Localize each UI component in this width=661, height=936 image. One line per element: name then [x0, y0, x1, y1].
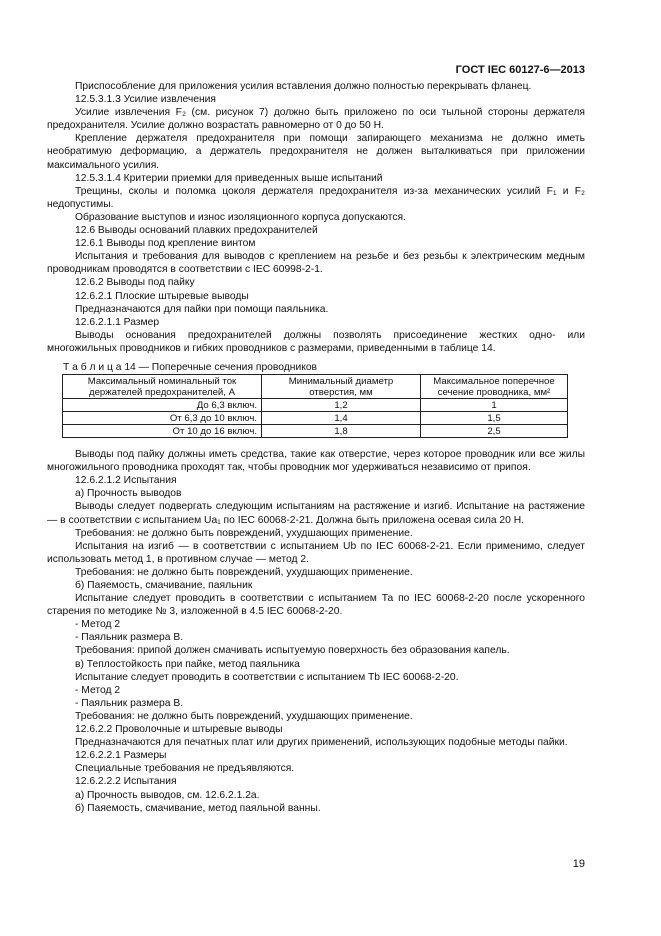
table-cell: 1,4	[262, 412, 421, 425]
document-header: ГОСТ IEC 60127-6—2013	[455, 64, 585, 76]
paragraph: 12.6.2.1.1 Размер	[75, 316, 160, 328]
paragraph: а) Прочность выводов	[75, 488, 182, 500]
paragraph: Предназначаются для печатных плат или других применений, использующих подобные методы пайки.	[75, 737, 568, 749]
paragraph: 12.6.2.2 Проволочные и штыревые выводы	[75, 724, 283, 736]
spacer	[47, 438, 585, 448]
paragraph: 12.5.3.1.3 Усилие извлечения	[75, 94, 216, 106]
paragraph: - Паяльник размера В.	[75, 697, 184, 709]
paragraph: а) Прочность выводов, см. 12.6.2.1.2а.	[75, 789, 260, 801]
paragraph: Требования: припой должен смачивать испытуемую поверхность без образования капель.	[75, 645, 510, 657]
table-cell: 2,5	[421, 425, 568, 438]
page-number: 19	[572, 858, 585, 870]
table-caption: Т а б л и ц а 14 — Поперечные сечения проводников	[63, 361, 318, 373]
paragraph: Требования: не должно быть повреждений, ухудшающих применение.	[75, 710, 413, 722]
table-header-cell: Минимальный диаметр отверстия, мм	[262, 375, 421, 399]
paragraph: Выводы основания предохранителей должны позволять присоединение жестких одно- или многожильных проводников и гибких проводников с размерами, приведенными в таблице 14.	[47, 329, 585, 354]
paragraph: - Паяльник размера В.	[75, 632, 184, 644]
conductor-sections-table	[62, 374, 568, 438]
table-cell: 1,5	[421, 412, 568, 425]
paragraph: Выводы под пайку должны иметь средства, такие как отверстие, через которое проводник или все жилы многожильного проводника проходят так, чтобы проводник мог удерживаться независимо от припоя.	[47, 449, 585, 474]
table-header-cell: Максимальный номинальный ток держателей предохранителей, А	[63, 375, 262, 399]
paragraph: в) Теплостойкость при пайке, метод паяльника	[75, 658, 300, 670]
paragraph: Предназначаются для пайки при помощи паяльника.	[75, 303, 329, 315]
paragraph: 12.6.2 Выводы под пайку	[75, 277, 195, 289]
table-cell: 1,2	[262, 399, 421, 412]
paragraph: Испытания на изгиб — в соответствии с испытанием Ub по IEC 60068-2-21. Если применимо, следует использовать метод 1, в противном случае — метод 2.	[47, 540, 585, 565]
paragraph: 12.5.3.1.4 Критерии приемки для приведенных выше испытаний	[75, 172, 383, 184]
paragraph: 12.6.2.1.2 Испытания	[75, 475, 177, 487]
section-one	[47, 80, 585, 355]
paragraph: 12.6.2.1 Плоские штыревые выводы	[75, 290, 249, 302]
table-header-row	[63, 375, 568, 399]
paragraph: б) Паяемость, смачивание, метод паяльной ванны.	[75, 802, 321, 814]
paragraph: Испытания и требования для выводов с креплением на резьбе и без резьбы к электрическим медным проводникам проводятся в соответствии с IEC 60998-2-1.	[47, 251, 585, 276]
paragraph: б) Паяемость, смачивание, паяльник	[75, 580, 253, 591]
table-header-cell: Максимальное поперечное сечение проводника, мм²	[421, 375, 568, 399]
table-cell: 1,8	[262, 425, 421, 438]
table-cell: От 6,3 до 10 включ.	[63, 412, 262, 425]
paragraph: 12.6.2.2.2 Испытания	[75, 776, 177, 788]
paragraph: Требования: не должно быть повреждений, ухудшающих применение.	[75, 566, 413, 578]
table-cell: От 10 до 16 включ.	[63, 425, 262, 438]
paragraph: Крепление держателя предохранителя при помощи запирающего механизма не должно иметь необратимую деформацию, а держатель предохранителя не должен выталкиваться при приложении максимального усилия.	[47, 133, 585, 171]
paragraph: Требования: не должно быть повреждений, ухудшающих применение.	[75, 527, 413, 539]
paragraph: 12.6.1 Выводы под крепление винтом	[75, 238, 256, 250]
paragraph: Выводы следует подвергать следующим испытаниям на растяжение и изгиб. Испытание на растяжение — в соответствии с испытанием Ua₁ по IEC 60068-2-21. Должна быть приложена осевая сила 20 Н.	[47, 501, 585, 526]
paragraph: - Метод 2	[75, 619, 121, 631]
table-row	[63, 412, 568, 425]
paragraph: Специальные требования не предъявляются.	[75, 763, 295, 775]
paragraph: - Метод 2	[75, 684, 121, 696]
paragraph: Испытание следует проводить в соответствии с испытанием Tb IEC 60068-2-20.	[75, 671, 459, 683]
table-row	[63, 425, 568, 438]
paragraph: Образование выступов и износ изоляционного корпуса допускаются.	[75, 211, 406, 223]
paragraph: Приспособление для приложения усилия вставления должно полностью перекрывать фланец.	[75, 81, 532, 92]
table-row	[63, 399, 568, 412]
table-cell: До 6,3 включ.	[63, 399, 262, 412]
section-two	[47, 448, 585, 815]
paragraph: Усилие извлечения F₂ (см. рисунок 7) должно быть приложено по оси тыльной стороны держателя предохранителя. Усилие должно возрастать равномерно от 0 до 50 Н.	[47, 107, 585, 132]
paragraph: 12.6.2.2.1 Размеры	[75, 750, 167, 762]
paragraph: Трещины, сколы и поломка цоколя держателя предохранителя из-за механических усилий F₁ и F₂ недопустимы.	[47, 185, 585, 210]
table-cell: 1	[421, 399, 568, 412]
document-body	[47, 80, 585, 815]
paragraph: 12.6 Выводы оснований плавких предохранителей	[75, 225, 318, 237]
paragraph: Испытание следует проводить в соответствии с испытанием Та по IEC 60068-2-20 после ускоренного старения по методике № 3, изложенной в 4.5 IEC 60068-2-20.	[47, 593, 585, 618]
